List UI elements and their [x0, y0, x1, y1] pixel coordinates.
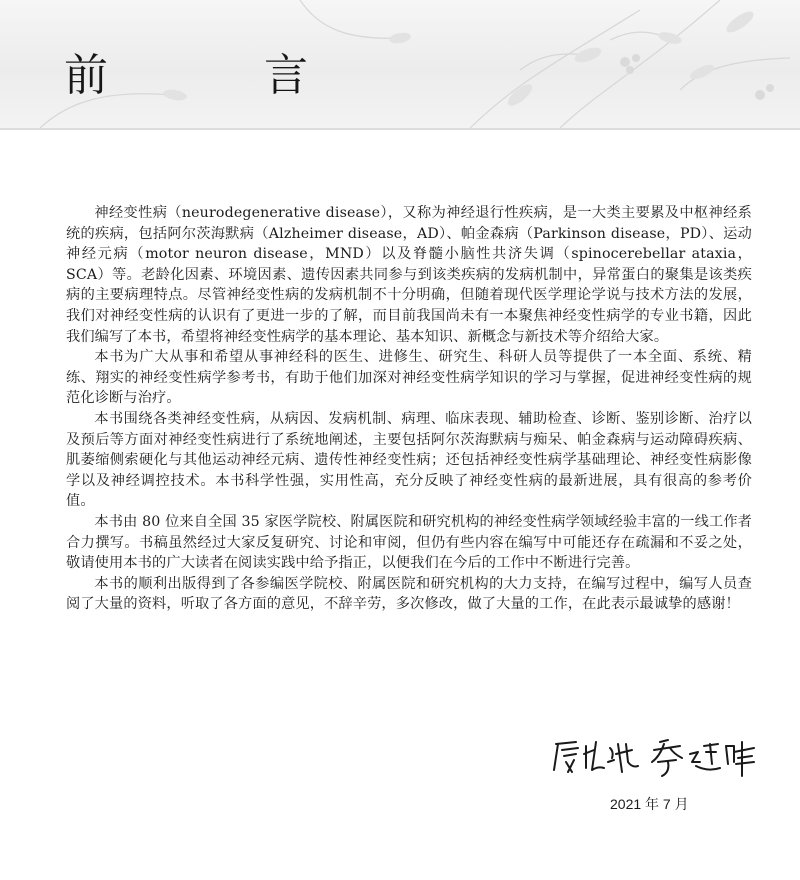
paragraph: 神经变性病（neurodegenerative disease），又称为神经退行性疾病，是一大类主要累及中枢神经系统的疾病，包括阿尔茨海默病（Alzheimer disease，AD）、帕金森病（Parkinson disease，PD）、运动神经元病（motor neuron disease，MND）以及脊髓小脑性共济失调（spinocerebellar ataxia，SCA）等。老龄化因素、环境因素、遗传因素共同参与到该类疾病的发病机制中，异常蛋白的聚集是该类疾病的主要病理特点。尽管神经变性病的发病机制不十分明确，但随着现代医学理论学说与技术方法的发展，我们对神经变性病的认识有了更进一步的了解，而目前我国尚未有一本聚焦神经变性病学的专业书籍，因此我们编写了本书，希望将神经变性病学的基本理论、基本知识、新概念与新技术等介绍给大家。 — [66, 205, 752, 345]
page-title: 前 言 — [64, 50, 364, 101]
preface-body — [66, 203, 752, 615]
paragraph: 本书由 80 位来自全国 35 家医学院校、附属医院和研究机构的神经变性病学领域经验丰富的一线工作者合力撰写。书稿虽然经过大家反复研究、讨论和审阅，但仍有些内容在编写中可能还存在疏漏和不妥之处，敬请使用本书的广大读者在阅读实践中给予指正，以便我们在今后的工作中不断进行完善。 — [66, 513, 752, 572]
paragraph: 本书围绕各类神经变性病，从病因、发病机制、病理、临床表现、辅助检查、诊断、鉴别诊断、治疗以及预后等方面对神经变性病进行了系统地阐述，主要包括阿尔茨海默病与痴呆、帕金森病与运动障碍疾病、肌萎缩侧索硬化与其他运动神经元病、遗传性神经变性病；还包括神经变性病学基础理论、神经变性病影像学以及神经调控技术。本书科学性强，实用性高，充分反映了神经变性病的最新进展，具有很高的参考价值。 — [66, 410, 752, 510]
date: 2021 年 7 月 — [610, 796, 689, 812]
handwritten-signature — [548, 732, 758, 780]
paragraph: 本书为广大从事和希望从事神经科的医生、进修生、研究生、科研人员等提供了一本全面、系统、精练、翔实的神经变性病学参考书，有助于他们加深对神经变性病学知识的学习与掌握，促进神经变性病的规范化诊断与治疗。 — [66, 349, 752, 407]
header-divider — [0, 128, 800, 130]
signature — [548, 732, 758, 784]
header-band — [0, 0, 800, 128]
paragraph: 本书的顺利出版得到了各参编医学院校、附属医院和研究机构的大力支持，在编写过程中，编写人员查阅了大量的资料，听取了各方面的意见，不辞辛劳，多次修改，做了大量的工作，在此表示最诚挚的感谢！ — [66, 575, 752, 613]
